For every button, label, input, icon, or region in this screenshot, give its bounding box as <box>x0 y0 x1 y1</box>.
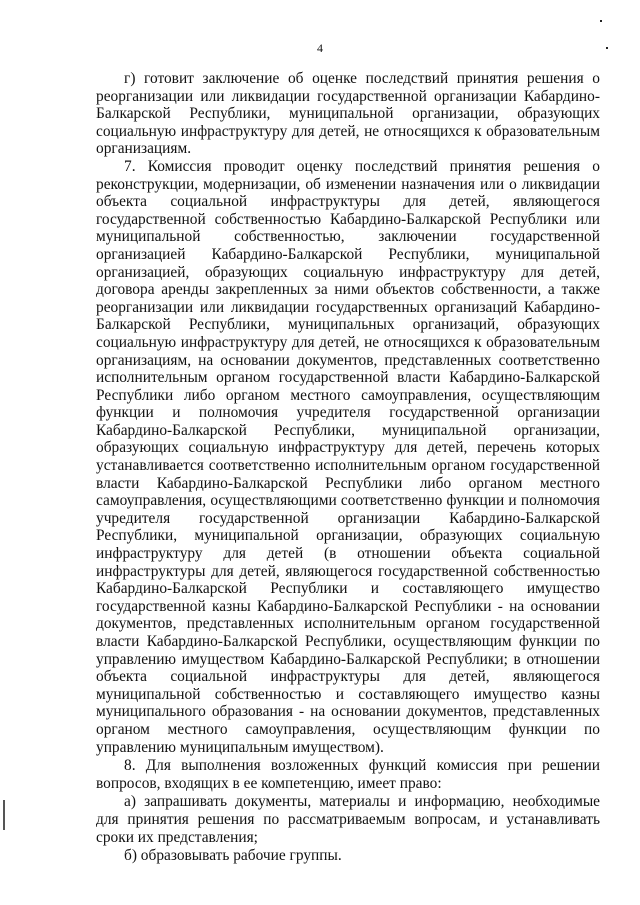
document-body <box>96 70 600 865</box>
paragraph-item-a: а) запрашивать документы, материалы и информацию, необходимые для принятия решения по рассматриваемым вопросам, и устанавливать сроки их представления; <box>96 793 600 846</box>
paragraph-item-g: г) готовит заключение об оценке последствий принятия решения о реорганизации или ликвидации государственной организации Кабардино-Балкарской Республики, муниципальной организации, образующих социальную инфраструктуру для детей, не относящихся к образовательным организациям. <box>96 70 600 158</box>
scan-speck <box>3 800 5 830</box>
paragraph-clause-7: 7. Комиссия проводит оценку последствий принятия решения о реконструкции, модернизации, об изменении назначения или о ликвидации объекта социальной инфраструктуры для детей, являющегося государственной собственностью Кабардино-Балкарской Республики или муниципальной собственностью, заключении государственной организацией Кабардино-Балкарской Республики, муниципальной организацией, образующих социальную инфраструктуру для детей, договора аренды закрепленных за ними объектов собственности, а также реорганизации или ликвидации государственных организаций Кабардино-Балкарской Республики, муниципальных организаций, образующих социальную инфраструктуру для детей, не относящихся к образовательным организациям, на основании документов, представленных соответственно исполнительным органом государственной власти Кабардино-Балкарской Республики либо органом местного самоуправления, осуществляющим функции и полномочия учредителя государственной организации Кабардино-Балкарской Республики, муниципальной организации, образующих социальную инфраструктуру для детей, перечень которых устанавливается соответственно исполнительным органом государственной власти Кабардино-Балкарской Республики либо органом местного самоуправления, осуществляющими соответственно функции и полномочия учредителя государственной организации Кабардино-Балкарской Республики, муниципальной организации, образующих социальную инфраструктуру для детей (в отношении объекта социальной инфраструктуры для детей, являющегося государственной собственностью Кабардино-Балкарской Республики и составляющего имущество государственной казны Кабардино-Балкарской Республики - на основании документов, представленных исполнительным органом государственной власти Кабардино-Балкарской Республики, осуществляющим функции по управлению имуществом Кабардино-Балкарской Республики; в отношении объекта социальной инфраструктуры для детей, являющегося муниципальной собственностью и составляющего имущество казны муниципального образования - на основании документов, представленных органом местного самоуправления, осуществляющим функции по управлению муниципальным имуществом). <box>96 157 600 756</box>
scan-speck <box>606 47 608 49</box>
paragraph-item-b: б) образовывать рабочие группы. <box>124 847 342 865</box>
paragraph-clause-8: 8. Для выполнения возложенных функций комиссия при решении вопросов, входящих в ее компетенцию, имеет право: <box>96 757 600 792</box>
scan-speck <box>600 20 602 22</box>
page-number: 4 <box>317 41 323 55</box>
